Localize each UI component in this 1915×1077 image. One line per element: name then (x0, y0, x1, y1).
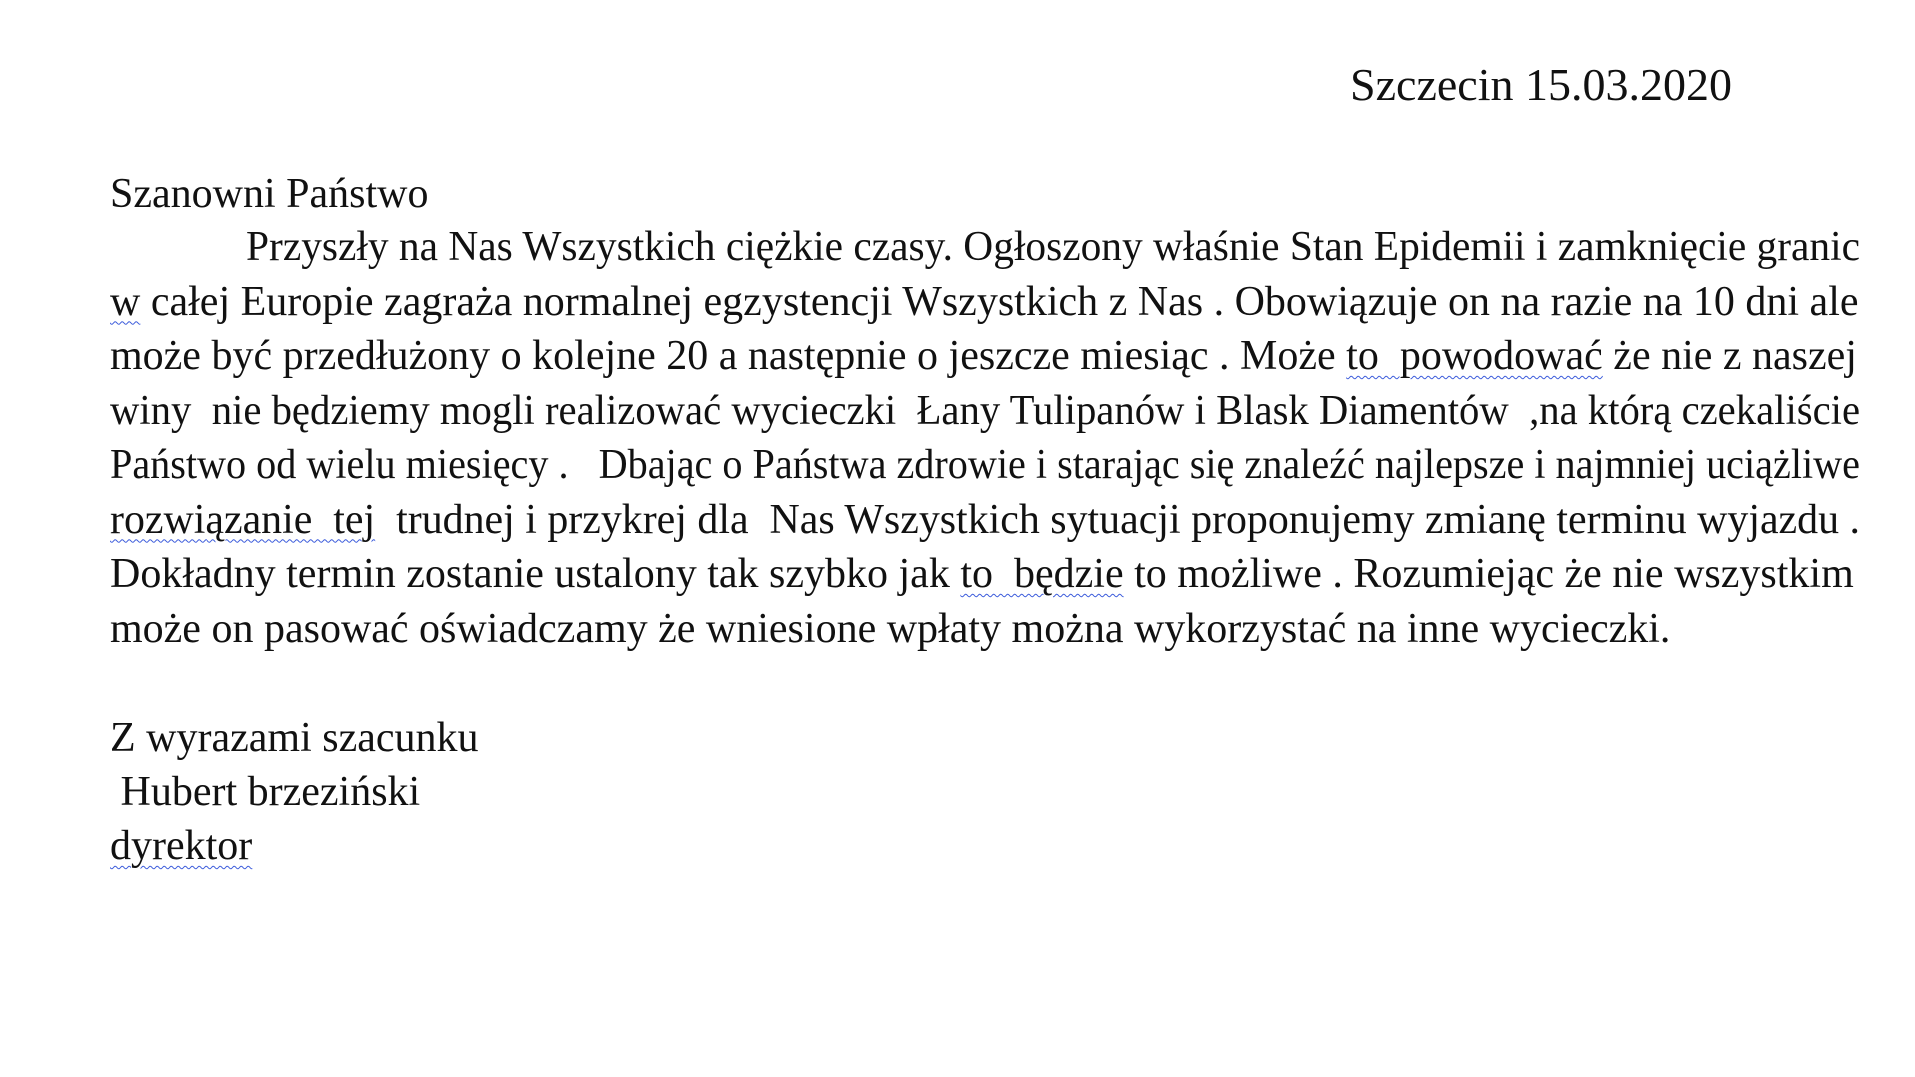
spellcheck-marked-word: to będzie (960, 551, 1124, 597)
body-line-2: w całej Europie zagraża normalnej egzystencji Wszystkich z Nas . Obowiązuje on na razie na 10 dni ale (110, 278, 1859, 325)
letter-body (110, 220, 1870, 656)
spellcheck-marked-word: rozwiązanie tej (110, 496, 376, 543)
letter-date: Szczecin 15.03.2020 (1350, 59, 1732, 110)
signature-name: Hubert brzeziński (110, 769, 421, 815)
letter-closing (110, 711, 479, 873)
spellcheck-marked-word: dyrektor (110, 823, 253, 869)
body-line-6: rozwiązanie tej trudnej i przykrej dla Nas Wszystkich sytuacji proponujemy zmianę terminu wyjazdu . (110, 496, 1860, 543)
body-line-7: Dokładny termin zostanie ustalony tak szybko jak to będzie to możliwe . Rozumiejąc że nie wszystkim (110, 551, 1854, 597)
body-line-4: winy nie będziemy mogli realizować wycieczki Łany Tulipanów i Blask Diamentów ,na którą czekaliście (110, 387, 1860, 434)
body-line-3: może być przedłużony o kolejne 20 a następnie o jeszcze miesiąc . Może to powodować że nie z naszej (110, 333, 1857, 379)
body-line-1: Przyszły na Nas Wszystkich ciężkie czasy. Ogłoszony właśnie Stan Epidemii i zamknięcie granic (246, 224, 1860, 270)
closing-phrase: Z wyrazami szacunku (110, 715, 479, 761)
signature-title (110, 819, 479, 873)
spellcheck-marked-word: to powodować (1346, 333, 1603, 379)
spellcheck-marked-word: w (110, 278, 141, 325)
letter-greeting: Szanowni Państwo (110, 171, 429, 217)
body-line-8: może on pasować oświadczamy że wniesione wpłaty można wykorzystać na inne wycieczki. (110, 605, 1671, 652)
body-line-5: Państwo od wielu miesięcy . Dbając o Państwa zdrowie i starając się znaleźć najlepsze i najmniej uciążliwe (110, 442, 1860, 488)
